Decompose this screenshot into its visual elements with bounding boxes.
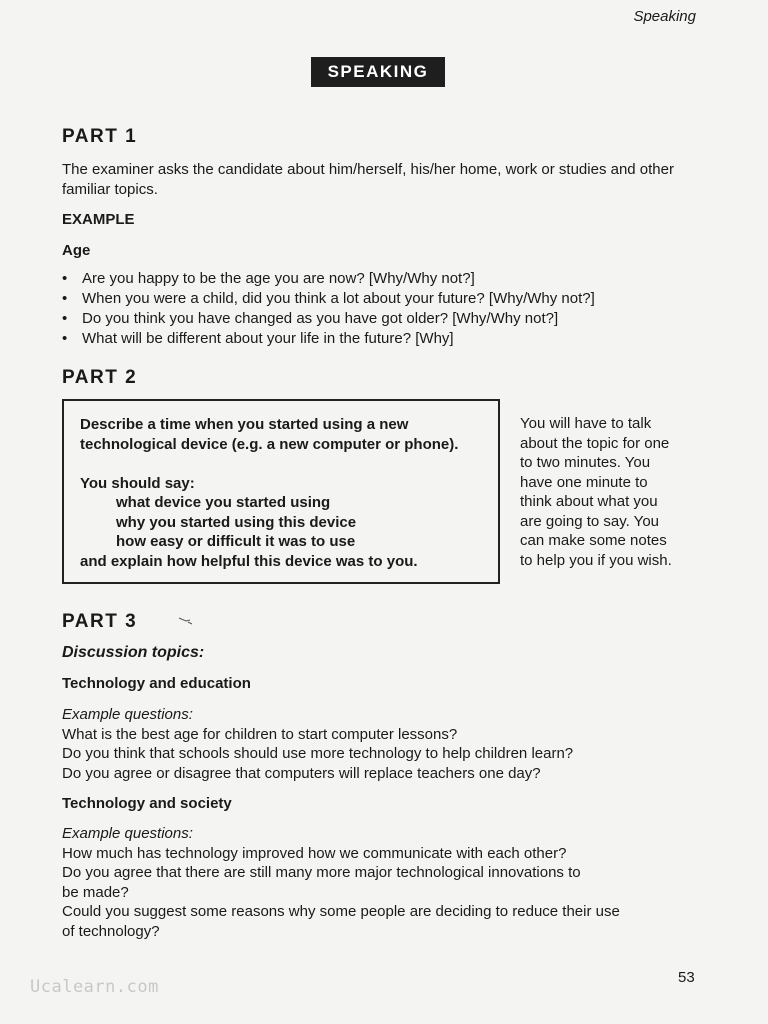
part1-intro: The examiner asks the candidate about him/herself, his/her home, work or studies and other familiar topics. (62, 161, 674, 198)
question-line: Do you agree or disagree that computers will replace teachers one day? (62, 764, 541, 782)
list-item: • When you were a child, did you think a lot about your future? [Why/Why not?] (62, 289, 712, 309)
list-item: • What will be different about your life in the future? [Why] (62, 329, 712, 349)
part1-topic: Age (62, 242, 91, 259)
cue-card-closing: and explain how helpful this device was to you. (80, 552, 418, 570)
part3-discussion-label: Discussion topics: (62, 644, 205, 661)
pen-mark-icon (178, 612, 194, 626)
cue-card-prompt: You should say: (80, 474, 195, 492)
cue-card-point: what device you started using (116, 494, 331, 511)
part1-heading: PART 1 (62, 126, 138, 147)
part2-instructions (520, 414, 700, 570)
example-questions-label: Example questions: (62, 706, 193, 723)
question-line: What is the best age for children to start computer lessons? (62, 725, 458, 743)
instruction-line: have one minute to (520, 473, 648, 491)
topic-title: Technology and society (62, 795, 232, 812)
instruction-line: can make some notes (520, 532, 667, 549)
topic-questions (62, 824, 712, 941)
part2-heading: PART 2 (62, 367, 138, 388)
section-banner: SPEAKING (311, 57, 445, 87)
question-line: Could you suggest some reasons why some people are deciding to reduce their use (62, 903, 620, 920)
instruction-line: are going to say. You (520, 512, 659, 530)
question-line: Do you think that schools should use more technology to help children learn? (62, 745, 574, 762)
list-item: • Do you think you have changed as you have got older? [Why/Why not?] (62, 309, 712, 329)
cue-card-point: why you started using this device (116, 513, 357, 531)
instruction-line: to two minutes. You (520, 454, 651, 471)
running-head: Speaking (633, 8, 696, 25)
question-line: How much has technology improved how we communicate with each other? (62, 844, 567, 862)
cue-card-point: how easy or difficult it was to use (116, 533, 356, 550)
question-line: of technology? (62, 922, 160, 940)
example-questions-label: Example questions: (62, 825, 193, 842)
part3-heading: PART 3 (62, 611, 138, 632)
cue-card-line: Describe a time when you started using a new (80, 416, 409, 433)
instruction-line: about the topic for one (520, 434, 670, 452)
topic-title: Technology and education (62, 675, 251, 692)
instruction-line: to help you if you wish. (520, 551, 672, 569)
part1-question-list (62, 269, 712, 349)
instruction-line: You will have to talk (520, 415, 652, 432)
question-line: be made? (62, 883, 129, 901)
watermark: Ucalearn.com (30, 977, 159, 997)
cue-card-line: technological device (e.g. a new computer or phone). (80, 435, 459, 453)
instruction-line: think about what you (520, 493, 658, 510)
question-line: Do you agree that there are still many more major technological innovations to (62, 864, 581, 881)
part1-example-label: EXAMPLE (62, 211, 135, 228)
list-item: • Are you happy to be the age you are now? [Why/Why not?] (62, 269, 712, 289)
cue-card (62, 399, 500, 584)
topic-questions (62, 705, 712, 783)
page-number: 53 (678, 969, 695, 986)
